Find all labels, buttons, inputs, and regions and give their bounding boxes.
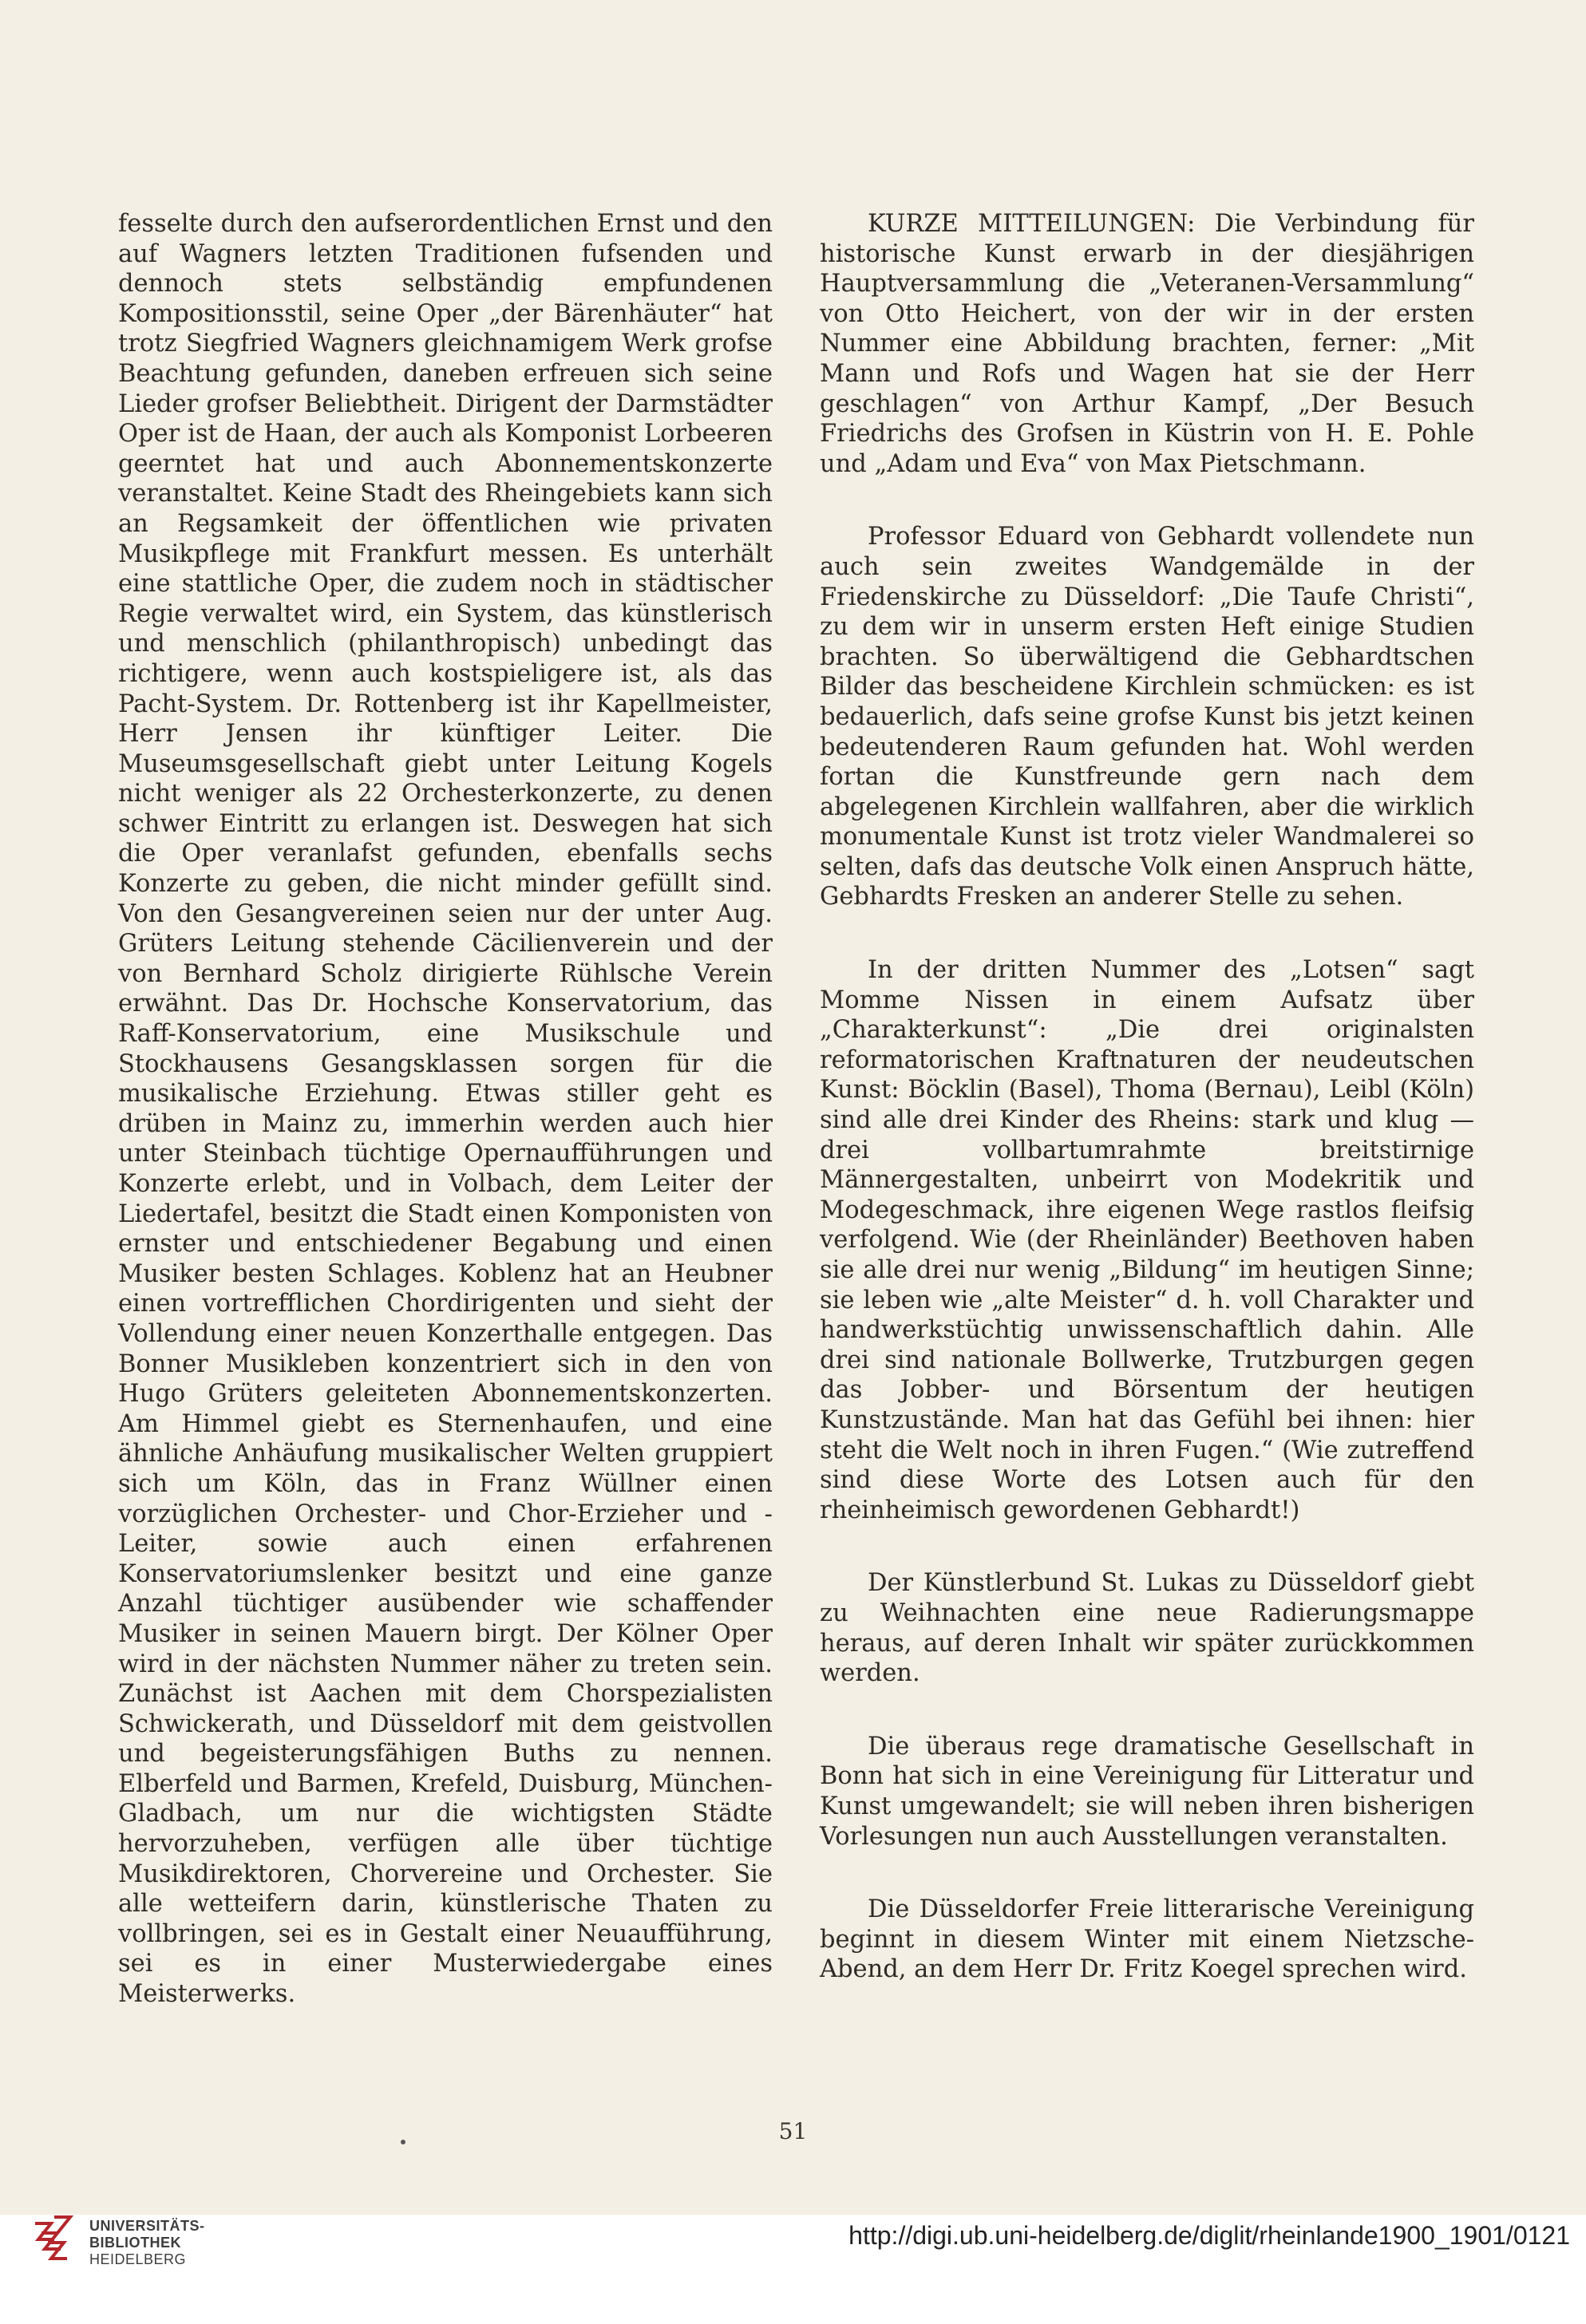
left-column [118, 209, 773, 2010]
ink-dot [401, 2140, 405, 2144]
right-paragraph-lotsen: In der dritten Nummer des „Lotsen“ sagt Momme Nissen in einem Aufsatz über „Charakterkunst“: „Die drei originalsten reformatorischen Kraftnaturen der neudeutschen Kunst: Böcklin (Basel), Thoma (Bernau), Leibl (Köln) sind alle drei Kinder des Rheins: stark und klug — drei vollbartumrahmte breitstirnige Männergestalten, unbeirrt von Modekritik und Modegeschmack, ihre eigenen Wege rastlos fleifsig verfolgend. Wie (der Rheinländer) Beethoven haben sie alle drei nur wenig „Bildung“ im heutigen Sinne; sie leben wie „alte Meister“ d. h. voll Charakter und handwerkstüchtig unwissenschaftlich dahin. Alle drei sind nationale Bollwerke, Trutzburgen gegen das Jobber- und Börsentum der heutigen Kunstzustände. Man hat das Gefühl bei ihnen: hier steht die Welt noch in ihren Fugen.“ (Wie zutreffend sind diese Worte des Lotsen auch für den rheinheimisch gewordenen Gebhardt!) [820, 956, 1474, 1524]
right-paragraph-kurze-mitteilungen: KURZE MITTEILUNGEN: Die Verbindung für historische Kunst erwarb in der diesjährigen Hauptversammlung die „Veteranen-Versammlung“ von Otto Heichert, von der wir in der ersten Nummer eine Abbildung brachten, ferner: „Mit Mann und Rofs und Wagen hat sie der Herr geschlagen“ von Arthur Kampf, „Der Besuch Friedrichs des Grofsen in Küstrin von H. E. Pohle und „Adam und Eva“ von Max Pietschmann. [820, 210, 1474, 478]
source-url-link[interactable]: http://digi.ub.uni-heidelberg.de/diglit/rheinlande1900_1901/0121 [848, 2221, 1570, 2250]
page-number: 51 [778, 2118, 808, 2144]
library-logo-icon [30, 2212, 81, 2263]
right-paragraph-kuenstlerbund: Der Künstlerbund St. Lukas zu Düsseldorf giebt zu Weihnachten eine neue Radierungsmappe heraus, auf deren Inhalt wir später zurückkommen werden. [820, 1569, 1474, 1688]
library-name [89, 2218, 205, 2268]
left-paragraph-1: fesselte durch den aufserordentlichen Ernst und den auf Wagners letzten Traditionen fufsenden und dennoch stets selbständig empfundenen Kompositionsstil, seine Oper „der Bärenhäuter“ hat trotz Siegfried Wagners gleichnamigem Werk grofse Beachtung gefunden, daneben erfreuen sich seine Lieder grofser Beliebtheit. Dirigent der Darmstädter Oper ist de Haan, der auch als Komponist Lorbeeren geerntet hat und auch Abonnementskonzerte veranstaltet. Keine Stadt des Rheingebiets kann sich an Regsamkeit der öffentlichen wie privaten Musikpflege mit Frankfurt messen. Es unterhält eine stattliche Oper, die zudem noch in städtischer Regie verwaltet wird, ein System, das künstlerisch und menschlich (philanthropisch) unbedingt das richtigere, wenn auch kostspieligere ist, als das Pacht-System. Dr. Rottenberg ist ihr Kapellmeister, Herr Jensen ihr künftiger Leiter. Die Museumsgesellschaft giebt unter Leitung Kogels nicht weniger als 22 Orchesterkonzerte, zu denen schwer Eintritt zu erlangen ist. Deswegen hat sich die Oper veranlafst gefunden, ebenfalls sechs Konzerte zu geben, die nicht minder gefüllt sind. Von den Gesangvereinen seien nur der unter Aug. Grüters Leitung stehende Cäcilienverein und der von Bernhard Scholz dirigierte Rühlsche Verein erwähnt. Das Dr. Hochsche Konservatorium, das Raff-Konservatorium, eine Musikschule und Stockhausens Gesangsklassen sorgen für die musikalische Erziehung. Etwas stiller geht es drüben in Mainz zu, immerhin werden auch hier unter Steinbach tüchtige Opernaufführungen und Konzerte erlebt, und in Volbach, dem Leiter der Liedertafel, besitzt die Stadt einen Komponisten von ernster und entschiedener Begabung und einen Musiker besten Schlages. Koblenz hat an Heubner einen vortrefflichen Chordirigenten und sieht der Vollendung einer neuen Konzerthalle entgegen. Das Bonner Musikleben konzentriert sich in den von Hugo Grüters geleiteten Abonnementskonzerten. Am Himmel giebt es Sternenhaufen, und eine ähnliche Anhäufung musikalischer Welten gruppiert sich um Köln, das in Franz Wüllner einen vorzüglichen Orchester- und Chor-Erzieher und -Leiter, sowie auch einen erfahrenen Konservatoriumslenker besitzt und eine ganze Anzahl tüchtiger ausübender wie schaffender Musiker in seinen Mauern birgt. Der Kölner Oper wird in der nächsten Nummer näher zu treten sein. Zunächst ist Aachen mit dem Chorspezialisten Schwickerath, und Düsseldorf mit dem geistvollen und begeisterungsfähigen Buths zu nennen. Elberfeld und Barmen, Krefeld, Duisburg, München-Gladbach, um nur die wichtigsten Städte hervorzuheben, verfügen alle über tüchtige Musikdirektoren, Chorvereine und Orchester. Sie alle wetteifern darin, künstlerische Thaten zu vollbringen, sei es in Gestalt einer Neuaufführung, sei es in einer Musterwiedergabe eines Meisterwerks. [118, 210, 773, 2009]
library-name-line-3: HEIDELBERG [89, 2251, 187, 2267]
right-paragraph-duesseldorf: Die Düsseldorfer Freie litterarische Vereinigung beginnt in diesem Winter mit einem Nietzsche-Abend, an dem Herr Dr. Fritz Koegel sprechen wird. [820, 1895, 1474, 1984]
library-name-line-2: BIBLIOTHEK [89, 2235, 181, 2251]
right-paragraph-gebhardt: Professor Eduard von Gebhardt vollendete nun auch sein zweites Wandgemälde in der Friedenskirche zu Düsseldorf: „Die Taufe Christi“, zu dem wir in unserm ersten Heft einige Studien brachten. So überwältigend die Gebhardtschen Bilder das bescheidene Kirchlein schmücken: es ist bedauerlich, dafs seine grofse Kunst bis jetzt keinen bedeutenderen Raum gefunden hat. Wohl werden fortan die Kunstfreunde gern nach dem abgelegenen Kirchlein wallfahren, aber die wirklich monumentale Kunst ist trotz vieler Wandmalerei so selten, dafs das deutsche Volk einen Anspruch hätte, Gebhardts Fresken an anderer Stelle zu sehen. [820, 523, 1474, 911]
right-paragraph-bonn: Die überaus rege dramatische Gesellschaft in Bonn hat sich in eine Vereinigung für Litteratur und Kunst umgewandelt; sie will neben ihren bisherigen Vorlesungen nun auch Ausstellungen veranstalten. [820, 1732, 1474, 1851]
right-column [820, 209, 1474, 1985]
library-name-line-1: UNIVERSITÄTS- [89, 2218, 205, 2234]
